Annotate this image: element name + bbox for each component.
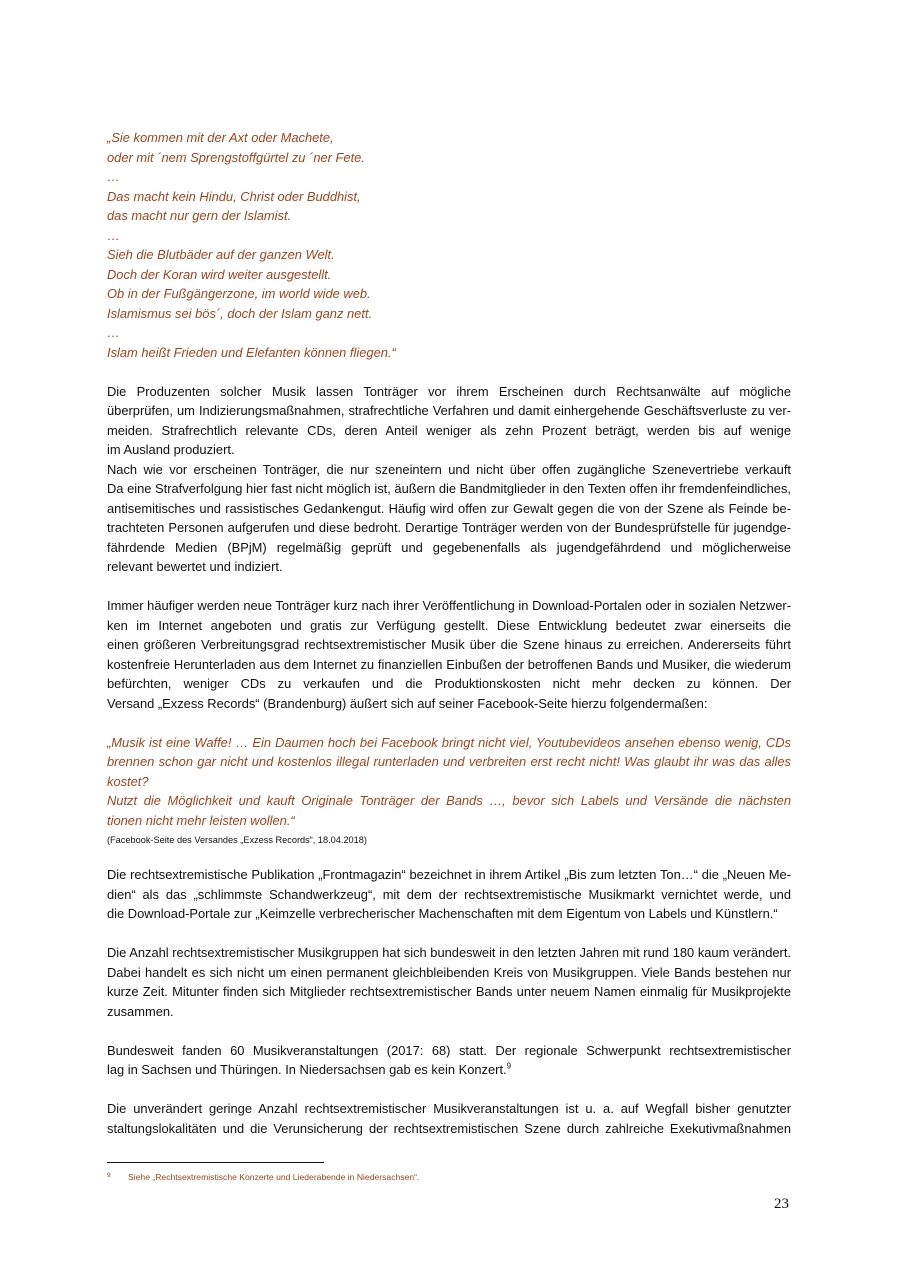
- text-line: dien“ als das „schlimmste Schandwerkzeug“, mit dem der rechtsextremistische Musikmarkt vernichtet werde, und: [107, 886, 791, 902]
- quote-line: brennen schon gar nicht und kostenlos illegal runterladen und verbreiten erst recht nicht! Was glaubt ihr was das alles: [107, 754, 791, 769]
- text-line: überprüfen, um Indizierungsmaßnahmen, strafrechtliche Verfahren und damit einhergehende Geschäftsverluste zu ver-: [107, 403, 791, 418]
- text-line: kostenfreie Herunterladen aus dem Internet zu finanziellen Einbußen der betroffenen Bands und Musiker, die wiederum: [107, 656, 791, 672]
- text-line: die Download-Portale zur „Keimzelle verbrecherischer Machenschaften mit dem Eigentum von Labels und Künstlern.“: [107, 906, 778, 921]
- text-line: Die rechtsextremistische Publikation „Frontmagazin“ bezeichnet in ihrem Artikel „Bis zum letzten Ton…“ die „Neuen Me-: [107, 867, 791, 882]
- paragraph-scene-internal: [107, 460, 791, 577]
- text-line: einen größeren Verbreitungsgrad rechtsextremistischer Musik über die Szene hinaus zu erreichen. Andererseits führt: [107, 637, 791, 652]
- text-line: Die Anzahl rechtsextremistischer Musikgruppen hat sich bundesweit in den letzten Jahren mit rund 180 kaum verändert.: [107, 945, 791, 960]
- text-line: ken im Internet angeboten und gratis zur Verfügung gestellt. Diese Entwicklung bedeutet zwar einerseits die: [107, 617, 791, 633]
- text-line: Bundesweit fanden 60 Musikveranstaltungen (2017: 68) statt. Der regionale Schwerpunkt rechtsextremistischer: [107, 1042, 791, 1058]
- quote-line: kostet?: [107, 773, 149, 789]
- quote-source-caption: (Facebook-Seite des Versandes „Exzess Records“, 18.04.2018): [107, 835, 367, 845]
- text-line: trachteten Personen aufgerufen und diese bedroht. Derartige Tonträger werden von der Bundesprüfstelle für jugendge-: [107, 520, 791, 535]
- poem-line: Ob in der Fußgängerzone, im world wide web.: [107, 286, 371, 301]
- paragraph-music-groups: [107, 943, 791, 1021]
- poem-line: Das macht kein Hindu, Christ oder Buddhist,: [107, 188, 361, 204]
- paragraph-music-events: [107, 1041, 791, 1080]
- poem-line: das macht nur gern der Islamist.: [107, 208, 292, 223]
- footnote-text: Siehe „Rechtsextremistische Konzerte und Liederabende in Niedersachsen“.: [128, 1172, 420, 1182]
- paragraph-producers: [107, 382, 791, 460]
- text-line: Da eine Strafverfolgung hier fast nicht möglich ist, äußern die Bandmitglieder in den Texten offen ihr fremdenfeindliches,: [107, 481, 791, 496]
- poem-line: Sieh die Blutbäder auf der ganzen Welt.: [107, 247, 335, 262]
- poem-line: …: [107, 325, 120, 340]
- exzess-records-quote: [107, 733, 791, 848]
- poem-line: oder mit ´nem Sprengstoffgürtel zu ´ner Fete.: [107, 149, 365, 165]
- text-line: relevant bewertet und indiziert.: [107, 559, 283, 574]
- page-number: 23: [774, 1196, 789, 1212]
- text-line: fährdende Medien (BPjM) regelmäßig geprüft und gegebenenfalls als jugendgefährdend und möglicherweise: [107, 539, 791, 555]
- quote-line: Nutzt die Möglichkeit und kauft Originale Tonträger der Bands …, bevor sich Labels und Versände die nächsten: [107, 793, 791, 808]
- poem-line: Islamismus sei bös´, doch der Islam ganz nett.: [107, 305, 373, 321]
- text-line: Immer häufiger werden neue Tonträger kurz nach ihrer Veröffentlichung in Download-Portalen oder in sozialen Netzwer-: [107, 598, 791, 613]
- text-line: kurze Zeit. Mitunter finden sich Mitglieder rechtsextremistischer Bands unter neuem Namen einmalig für Musikprojekte: [107, 984, 791, 999]
- footnote: [107, 1172, 419, 1182]
- text-line: im Ausland produziert.: [107, 442, 235, 457]
- text-line-content: lag in Sachsen und Thüringen. In Niedersachsen gab es kein Konzert.: [107, 1062, 507, 1077]
- text-line: meiden. Strafrechtlich relevante CDs, deren Anteil weniger als zehn Prozent beträgt, werden bis auf wenige: [107, 422, 791, 438]
- text-line: Nach wie vor erscheinen Tonträger, die nur szeneintern und nicht über offen zugängliche Szenevertriebe verkauft: [107, 461, 791, 477]
- footnote-number: 9: [107, 1172, 111, 1179]
- poem-line: „Sie kommen mit der Axt oder Machete,: [107, 130, 334, 145]
- poem-line: Doch der Koran wird weiter ausgestellt.: [107, 266, 332, 282]
- quote-line: „Musik ist eine Waffe! … Ein Daumen hoch bei Facebook bringt nicht viel, Youtubevideos ansehen ebenso wenig, CDs: [107, 734, 791, 750]
- paragraph-venue-decline: [107, 1099, 791, 1138]
- text-line: Die unverändert geringe Anzahl rechtsextremistischer Musikveranstaltungen ist u. a. auf Wegfall bisher genutzter: [107, 1101, 791, 1116]
- poem-quote: [107, 128, 791, 1138]
- text-line: Dabei handelt es sich nicht um einen permanent gleichbleibenden Kreis von Musikgruppen. Viele Bands bestehen nur: [107, 964, 791, 980]
- quote-line: tionen nicht mehr leisten wollen.“: [107, 812, 295, 828]
- footnote-divider: [107, 1162, 324, 1163]
- text-line: [107, 1060, 791, 1080]
- paragraph-frontmagazin: [107, 865, 791, 924]
- text-line: staltungslokalitäten und die Verunsicherung der rechtsextremistischen Szene durch zahlreiche Exekutivmaßnahmen: [107, 1120, 791, 1136]
- poem-line: …: [107, 227, 120, 243]
- text-line: befürchten, weniger CDs zu verkaufen und die Produktionskosten nicht mehr decken zu können. Der: [107, 676, 791, 691]
- text-line: zusammen.: [107, 1003, 174, 1019]
- poem-line: Islam heißt Frieden und Elefanten können fliegen.“: [107, 344, 396, 360]
- text-line: Versand „Exzess Records“ (Brandenburg) äußert sich auf seiner Facebook-Seite hierzu folgendermaßen:: [107, 695, 708, 711]
- poem-line: …: [107, 169, 120, 184]
- text-line: Die Produzenten solcher Musik lassen Tonträger vor ihrem Erscheinen durch Rechtsanwälte auf mögliche: [107, 383, 791, 399]
- paragraph-download-portals: [107, 596, 791, 713]
- text-line: antisemitisches und rassistisches Gedankengut. Häufig wird offen zur Gewalt gegen die von der Szene als Feinde be-: [107, 500, 791, 516]
- footnote-reference[interactable]: 9: [506, 1061, 512, 1071]
